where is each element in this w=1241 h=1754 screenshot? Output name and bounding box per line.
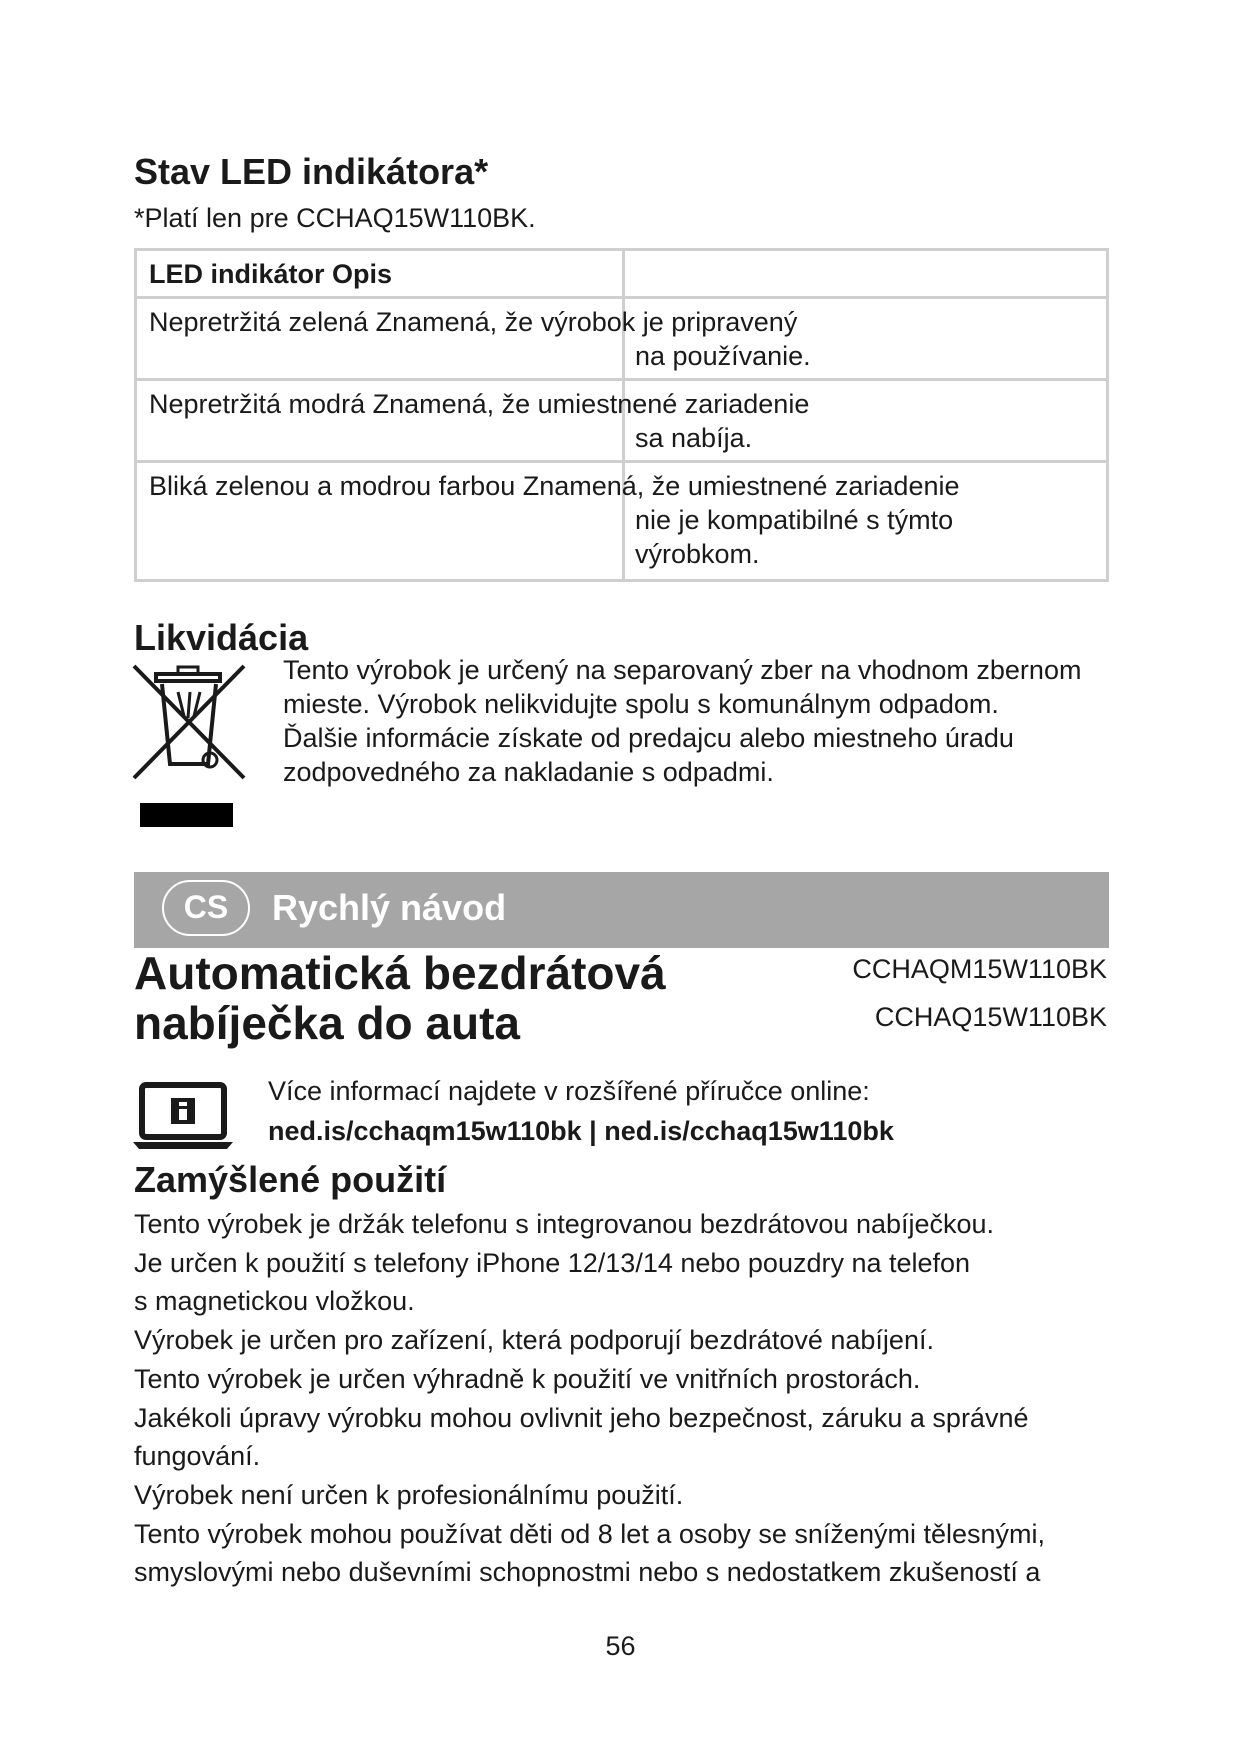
intended-use-line: Jakékoli úpravy výrobku mohou ovlivnit jeho bezpečnost, záruku a správné [134, 1402, 1029, 1433]
intended-use-heading: Zamýšlené použití [134, 1159, 447, 1200]
table-row [137, 299, 1106, 381]
disposal-text-line: Tento výrobok je určený na separovaný zber na vhodnom zbernom [283, 655, 1082, 685]
manual-links[interactable]: ned.is/cchaqm15w110bk | ned.is/cchaq15w110bk [268, 1116, 894, 1146]
table-row-continuation: sa nabíja. [635, 423, 753, 453]
product-title [134, 948, 834, 1048]
intended-use-line: Je určen k použití s telefony iPhone 12/13/14 nebo pouzdry na telefon [134, 1247, 971, 1278]
model-number: CCHAQM15W110BK [852, 954, 1107, 984]
product-title-line: Automatická bezdrátová [134, 947, 666, 999]
intended-use-line: smyslovými nebo duševními schopnostmi nebo s nedostatkem zkušeností a [134, 1557, 1041, 1588]
intended-use-line: Výrobek není určen k profesionálnímu použití. [134, 1479, 684, 1510]
table-row-text: Nepretržitá zelená Znamená, že výrobok je pripravený [149, 307, 798, 337]
intended-use-line: Tento výrobek je držák telefonu s integrovanou bezdrátovou nabíječkou. [134, 1209, 995, 1239]
intended-use-line: Tento výrobek je určen výhradně k použití ve vnitřních prostorách. [134, 1363, 921, 1394]
online-manual-text: Více informací najdete v rozšířené příručce online: [268, 1076, 870, 1106]
disposal-text-line: zodpovedného za nakladanie s odpadmi. [283, 757, 774, 787]
disposal-text-line: mieste. Výrobok nelikvidujte spolu s komunálnym odpadom. [283, 689, 999, 719]
table-header-label: LED indikátor Opis [149, 259, 393, 289]
table-row [137, 463, 1106, 579]
led-status-table [134, 248, 1109, 582]
intended-use-line: Tento výrobek mohou používat děti od 8 let a osoby se sníženými tělesnými, [134, 1518, 1045, 1549]
product-title-line: nabíječka do auta [134, 997, 521, 1049]
laptop-info-icon [133, 1082, 233, 1150]
intended-use-line: s magnetickou vložkou. [134, 1286, 415, 1317]
table-row-continuation: nie je kompatibilné s týmto [635, 505, 954, 535]
table-row-continuation: na používanie. [635, 341, 811, 371]
quick-guide-banner [134, 872, 1109, 948]
disposal-heading: Likvidácia [134, 617, 309, 658]
intended-use-line: fungování. [134, 1441, 261, 1472]
table-header-row [137, 251, 1106, 299]
table-row [137, 381, 1106, 463]
intended-use-line: Výrobek je určen pro zařízení, která podporují bezdrátové nabíjení. [134, 1325, 934, 1356]
language-badge: CS [162, 880, 250, 936]
intended-use-body [134, 1205, 1109, 1592]
led-applicability-note: *Platí len pre CCHAQ15W110BK. [134, 203, 536, 233]
disposal-text-line: Ďalšie informácie získate od predajcu alebo miestneho úradu [283, 723, 1014, 753]
weee-crossed-bin-icon [130, 660, 248, 830]
banner-title: Rychlý návod [272, 887, 507, 928]
page-number: 56 [605, 1631, 636, 1661]
model-number: CCHAQ15W110BK [874, 1002, 1107, 1032]
table-row-continuation: výrobkom. [635, 539, 760, 569]
table-row-text: Bliká zelenou a modrou farbou Znamená, že umiestnené zariadenie [149, 471, 960, 501]
table-row-text: Nepretržitá modrá Znamená, že umiestnené zariadenie [149, 389, 810, 419]
led-status-heading: Stav LED indikátora* [134, 151, 489, 192]
